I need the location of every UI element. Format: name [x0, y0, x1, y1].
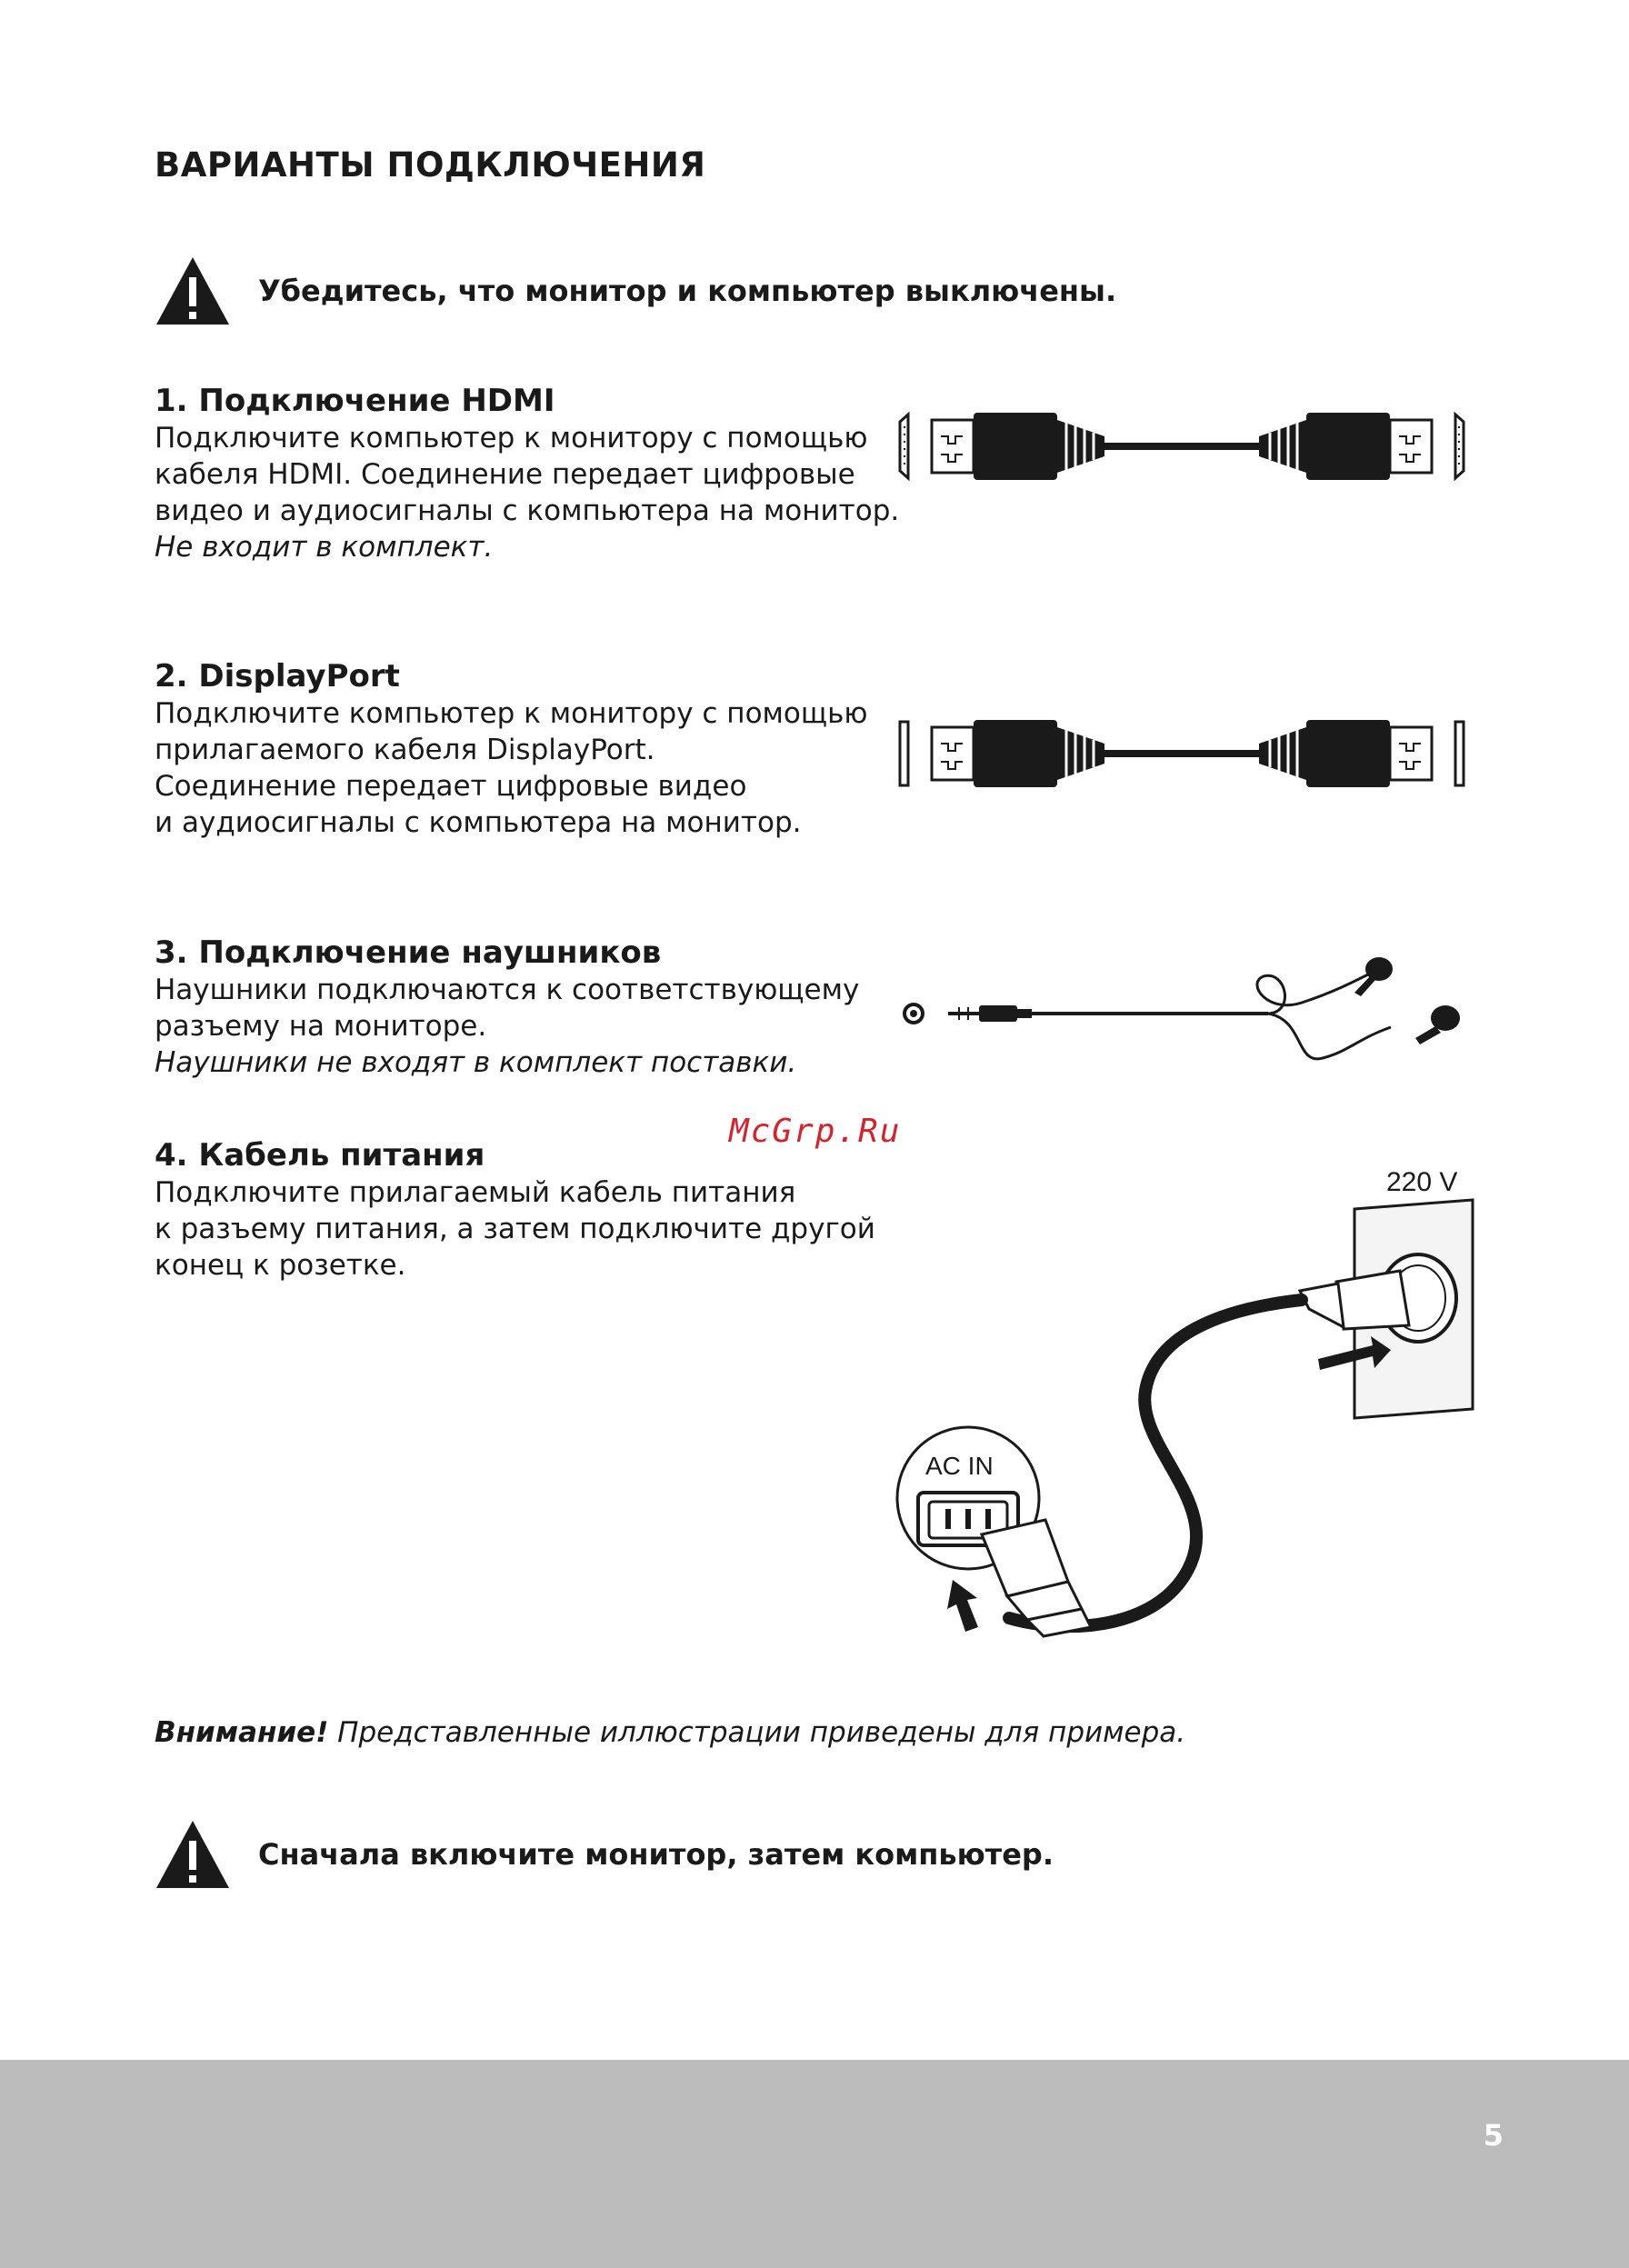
section-hdmi: [155, 382, 900, 565]
warning-bottom-text: Сначала включите монитор, затем компьютер.: [258, 1837, 1054, 1872]
section-displayport: [155, 657, 882, 841]
section-line: к разъему питания, а затем подключите другой: [155, 1213, 875, 1245]
warning-bottom: [155, 1813, 1054, 1895]
section-headphones: [155, 934, 882, 1081]
headphones-illustration: [895, 956, 1477, 1074]
section-line: разъему на мониторе.: [155, 1010, 487, 1043]
power-cable-illustration: [891, 1154, 1491, 1664]
note: [155, 1716, 1185, 1749]
page-title: ВАРИАНТЫ ПОДКЛЮЧЕНИЯ: [155, 145, 706, 185]
watermark: McGrp.Ru: [729, 1113, 902, 1150]
section-line: Подключите прилагаемый кабель питания: [155, 1176, 796, 1209]
footer-bar: [0, 2060, 1629, 2268]
section-heading: 4. Кабель питания: [155, 1137, 485, 1174]
warning-icon: [155, 255, 231, 326]
section-line: Подключите компьютер к монитору с помощью: [155, 422, 868, 455]
note-bold: Внимание!: [155, 1716, 329, 1749]
section-line: Подключите компьютер к монитору с помощью: [155, 697, 868, 730]
section-line: Наушники подключаются к соответствующему: [155, 974, 860, 1006]
section-heading: 3. Подключение наушников: [155, 934, 662, 971]
page-number: 5: [1483, 2118, 1504, 2153]
warning-top: [155, 250, 1116, 332]
section-heading: 1. Подключение HDMI: [155, 383, 555, 419]
ac-in-label: AC IN: [925, 1452, 994, 1480]
note-text: Представленные иллюстрации приведены для примера.: [328, 1716, 1186, 1749]
section-line: Соединение передает цифровые видео: [155, 770, 747, 803]
section-line: прилагаемого кабеля DisplayPort.: [155, 734, 655, 766]
section-line: и аудиосигналы с компьютера на монитор.: [155, 806, 802, 839]
hdmi-cable-illustration: [895, 409, 1468, 484]
warning-top-text: Убедитесь, что монитор и компьютер выключены.: [258, 274, 1117, 308]
section-heading: 2. DisplayPort: [155, 658, 400, 694]
section-line: кабеля HDMI. Соединение передает цифровые: [155, 458, 855, 491]
section-note: Не входит в комплект.: [155, 531, 494, 564]
section-power-cable: [155, 1136, 882, 1284]
warning-icon: [155, 1819, 231, 1890]
voltage-label: 220 V: [1386, 1167, 1458, 1197]
section-line: видео и аудиосигналы с компьютера на монитор.: [155, 495, 900, 527]
displayport-cable-illustration: [895, 716, 1468, 791]
section-note: Наушники не входят в комплект поставки.: [155, 1046, 797, 1079]
section-line: конец к розетке.: [155, 1249, 406, 1282]
